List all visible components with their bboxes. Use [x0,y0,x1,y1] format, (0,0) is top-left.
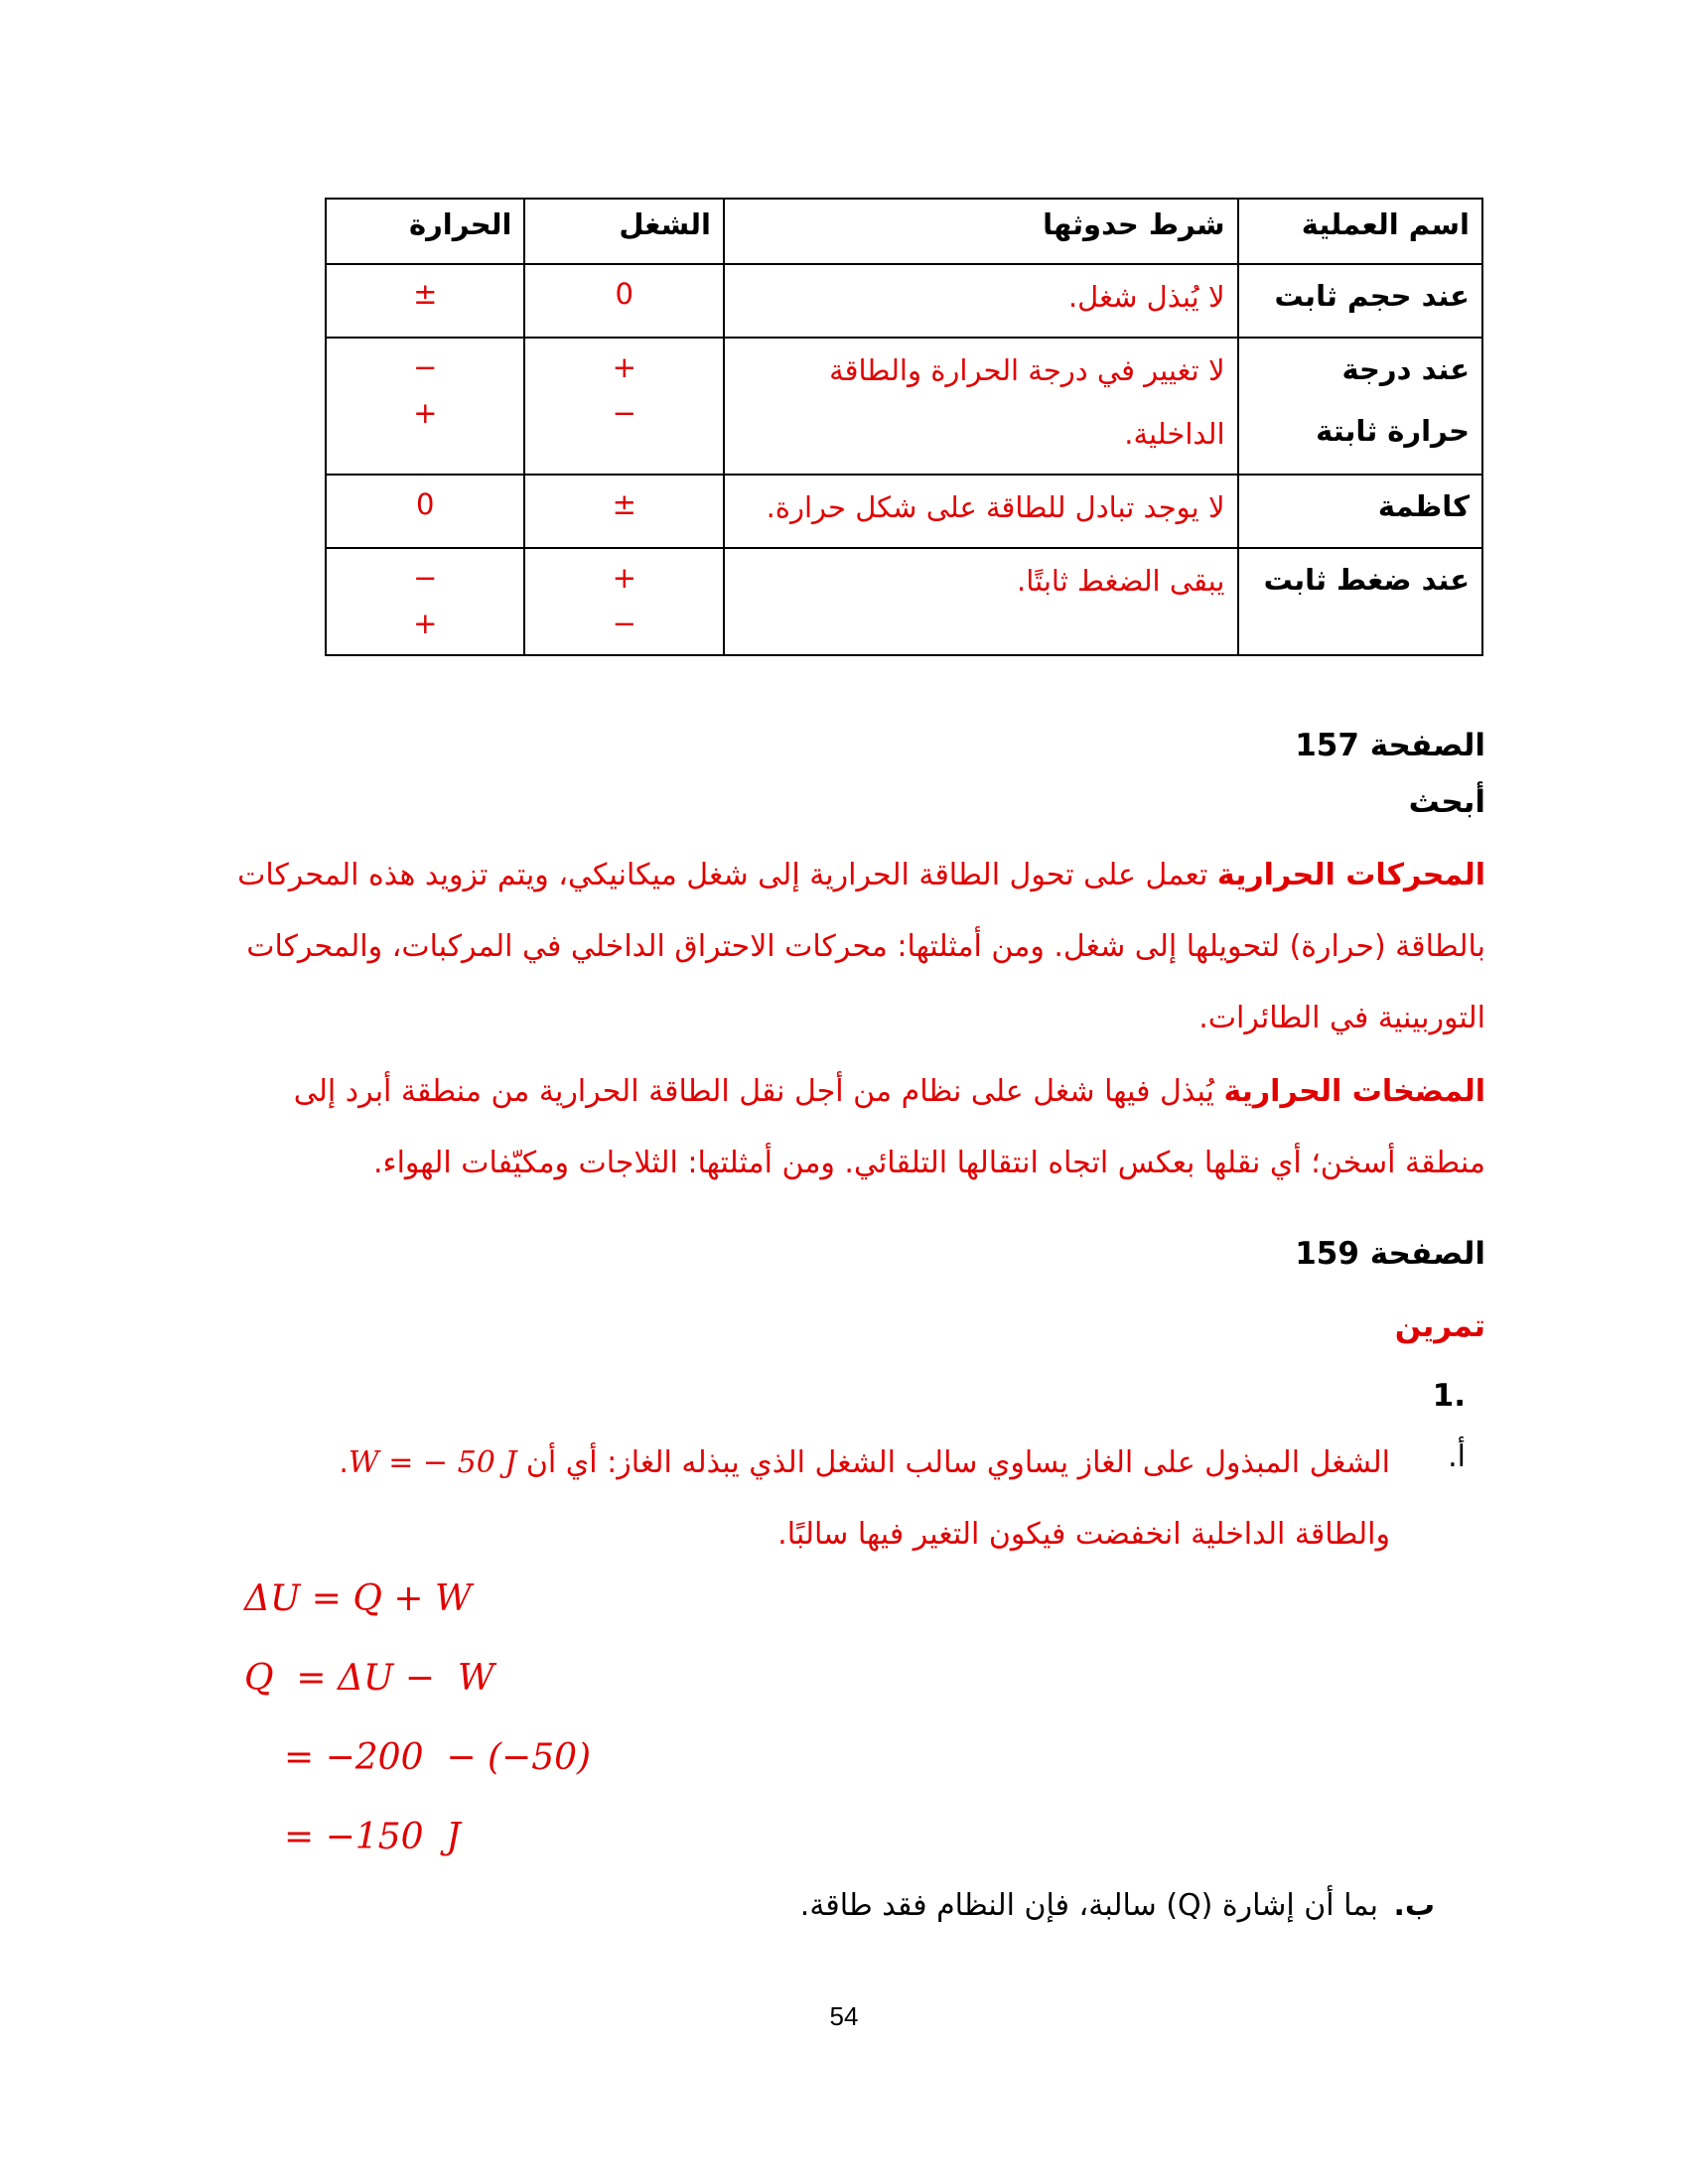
header-heat: الحرارة [326,199,524,264]
sign-value: + [413,396,438,430]
section-heading-159: الصفحة 159 [1295,1236,1485,1272]
heat-sign [326,475,524,548]
header-condition: شرط حدوثها [724,199,1238,264]
equation-line: = −150 J [284,1817,461,1857]
process-name: عند درجة حرارة ثابتة [1238,338,1483,475]
process-condition: يبقى الضغط ثابتًا. [724,548,1238,655]
thermodynamic-processes-table [325,198,1483,656]
heat-sign [326,264,524,338]
work-sign [524,338,723,475]
process-name: كاظمة [1238,475,1483,548]
process-name: عند ضغط ثابت [1238,548,1483,655]
heat-pumps-term: المضخات الحرارية [1223,1074,1485,1109]
sign-value: − [612,607,636,640]
work-sign [524,264,723,338]
sign-value: − [413,350,438,384]
sign-value: + [612,561,636,595]
page-number: 54 [829,2001,859,2031]
sign-value: − [413,561,438,595]
part-a-formula: W = − 50 J [348,1445,517,1480]
heat-sign [326,338,524,475]
sign-value: − [612,396,636,430]
sign-value: ± [612,487,636,521]
table-row [326,264,1482,338]
process-condition: لا تغيير في درجة الحرارة والطاقة الداخلية. [724,338,1238,475]
heat-pumps-paragraph [205,1056,1485,1199]
process-condition: لا يُبذل شغل. [724,264,1238,338]
heat-engines-term: المحركات الحرارية [1216,858,1485,892]
table-header-row [326,199,1482,264]
table-row [326,475,1482,548]
sign-value: ± [413,277,438,311]
sign-value: + [413,607,438,640]
section-subheading-research: أبحث [1408,784,1485,820]
process-condition: لا يوجد تبادل للطاقة على شكل حرارة. [724,475,1238,548]
equation-line: ΔU = Q + W [244,1578,472,1619]
equation-line: Q = ΔU − W [244,1658,494,1699]
heat-engines-paragraph [205,840,1485,1054]
sign-value: 0 [615,277,633,311]
process-name: عند حجم ثابت [1238,264,1483,338]
table-row [326,548,1482,655]
item-number: 1. [1432,1378,1466,1414]
section-heading-157: الصفحة 157 [1295,728,1485,763]
table-row [326,338,1482,475]
sign-value: + [612,350,636,384]
part-a-text-2: . والطاقة الداخلية انخفضت فيكون التغير فيها سالبًا. [339,1445,1390,1552]
part-a-marker: أ. [1448,1439,1466,1474]
equation-line: = −200 − (−50) [284,1737,592,1778]
header-work: الشغل [524,199,723,264]
heat-pumps-text: يُبذل فيها شغل على نظام من أجل نقل الطاقة الحرارية من منطقة أبرد إلى منطقة أسخن؛ أي نقلها بعكس اتجاه انتقالها التلقائي. ومن أمثلتها: الثلاجات ومكيّفات الهواء. [293,1074,1485,1180]
sign-value: 0 [416,487,435,521]
part-b-marker: ب. [1393,1888,1435,1923]
work-sign [524,548,723,655]
part-b-text: بما أن إشارة (Q) سالبة، فإن النظام فقد طاقة. [799,1888,1378,1923]
work-sign [524,475,723,548]
part-a-paragraph [298,1428,1390,1570]
header-process-name: اسم العملية [1238,199,1483,264]
heat-sign [326,548,524,655]
heat-engines-text: تعمل على تحول الطاقة الحرارية إلى شغل ميكانيكي، ويتم تزويد هذه المحركات بالطاقة (حرارة) لتحويلها إلى شغل. ومن أمثلتها: محركات الاحتراق الداخلي في المركبات، والمحركات التوربينية في الطائرات. [237,858,1485,1035]
exercise-heading: تمرين [1394,1308,1485,1344]
part-a-text-1: الشغل المبذول على الغاز يساوي سالب الشغل الذي يبذله الغاز: أي أن [516,1445,1390,1480]
